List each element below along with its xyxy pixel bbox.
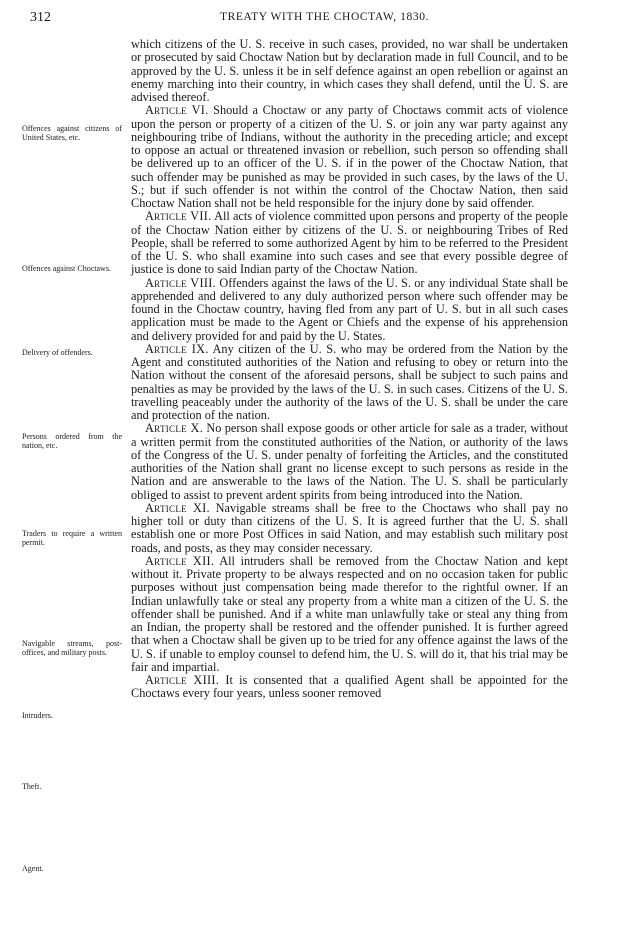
article-text: All acts of violence committed upon persons and property of the people of the Choctaw Nation either by citizens of the U. S. or neighbouring Tribes of Red People, shall be referred to some authorized Agent by him to be referred to the President of the U. S. who shall examine into such cases and see that every possible degree of justice is done to said Indian party of the Choctaw Nation. — [131, 209, 568, 277]
article-label: Article XI. — [145, 500, 210, 515]
article-text: Offenders against the laws of the U. S. or any individual State shall be apprehended and delivered to any duly authorized person where such offender may be found in the Choctaw country, having fled from any part of U. S. but in all such cases application must be made to the Agent or Chiefs and the expense of his apprehension and delivery provided for and paid by the U. States. — [131, 275, 569, 343]
margin-note: Agent. — [22, 864, 44, 873]
article-11 — [131, 502, 568, 555]
article-12 — [131, 555, 568, 674]
article-label: Article X. — [145, 421, 204, 436]
article-text: Navigable streams shall be free to the Choctaws who shall pay no higher toll or duty than citizens of the U. S. It is agreed further that the U. S. shall establish one or more Post Offices in said Nation, and may establish such military post roads, and posts, as they may consider necessary. — [131, 500, 569, 555]
article-9 — [131, 343, 568, 423]
article-7 — [131, 210, 568, 276]
article-text: No person shall expose goods or other article for sale as a trader, without a written permit from the constituted authorities of the Nation, or authority of the laws of the Congress of the U. S. under penalty of forfeiting the Articles, and the constituted authorities of the Nation shall grant no license except to such persons as reside in the Nation and are answerable to the laws of the Nation. The U. S. shall be particularly obliged to assist to prevent ardent spirits from being introduced into the Nation. — [131, 421, 568, 502]
article-text: It is consented that a qualified Agent shall be appointed for the Choctaws every four years, unless sooner removed — [131, 673, 569, 701]
page-number: 312 — [30, 10, 51, 25]
article-label: Article IX. — [145, 341, 209, 356]
running-head: TREATY WITH THE CHOCTAW, 1830. — [219, 11, 430, 23]
treaty-body — [131, 38, 568, 701]
margin-note: Theft. — [22, 782, 42, 791]
article-label: Article XII. — [145, 553, 215, 568]
margin-note: Traders to require a written permit. — [22, 529, 122, 547]
article-label: Article VII. — [145, 209, 212, 224]
article-8 — [131, 277, 568, 343]
article-6 — [131, 104, 568, 210]
article-10 — [131, 422, 568, 502]
article-label: Article XIII. — [145, 673, 220, 687]
margin-note: Delivery of offenders. — [22, 348, 93, 357]
article-text: Any citizen of the U. S. who may be ordered from the Nation by the Agent and constituted authorities of the Nation and refusing to obey or return into the Nation without the consent of the aforesaid persons, shall be subject to such pains and penalties as may be provided by the laws of the U. S. in such cases. Citizens of the U. S. travelling peaceably under the authority of the laws of the U. S. shall be under the care and protection of the nation. — [131, 341, 569, 422]
article-label: Article VIII. — [145, 275, 217, 290]
article-text: Should a Choctaw or any party of Choctaws commit acts of violence upon the person or property of a citizen of the U. S. or join any war party against any neighbouring tribe of Indians, without the authority in the preceding article; and except to oppose an actual or threatened invasion or rebellion, such person so offending shall be delivered up to an officer of the U. S. if in the power of the Choctaw Nation, that such offender may be punished as may be provided in such cases, by the laws of the U. S.; but if such offender is not within the control of the Choctaw Nation, then said Choctaw Nation shall not be held responsible for the injury done by said offender. — [131, 103, 568, 210]
article-text: All intruders shall be removed from the Choctaw Nation and kept without it. Private property to be always respected and on no occasion taken for public purposes without just compensation being made therefor to the rightful owner. If an Indian unlawfully take or steal any property from a white man a citizen of the U. S. the offender shall be punished. And if a white man unlawfully take or steal any thing from an Indian, the property shall be restored and the offender punished. It is further agreed that when a Choctaw shall be given up to be tried for any offence against the laws of the U. S. if unable to employ counsel to defend him, the U. S. will do it, that his trial may be fair and impartial. — [131, 553, 568, 674]
margin-note: Intruders. — [22, 711, 53, 720]
margin-note: Persons ordered from the nation, etc. — [22, 432, 122, 450]
margin-note: Offences against Choctaws. — [22, 264, 111, 273]
margin-note: Offences against citizens of United States, etc. — [22, 124, 122, 142]
continuation-paragraph: which citizens of the U. S. receive in such cases, provided, no war shall be undertaken or prosecuted by said Choctaw Nation but by declaration made in full Council, and to be approved by the U. S. unless it be in self defence against an open rebellion or against an enemy marching into their country, in which cases they shall defend, until the U. S. are advised thereof. — [131, 37, 568, 104]
article-label: Article VI. — [145, 103, 209, 118]
margin-note: Navigable streams, post-offices, and military posts. — [22, 639, 122, 657]
article-13 — [131, 674, 568, 701]
page-header — [0, 8, 629, 28]
